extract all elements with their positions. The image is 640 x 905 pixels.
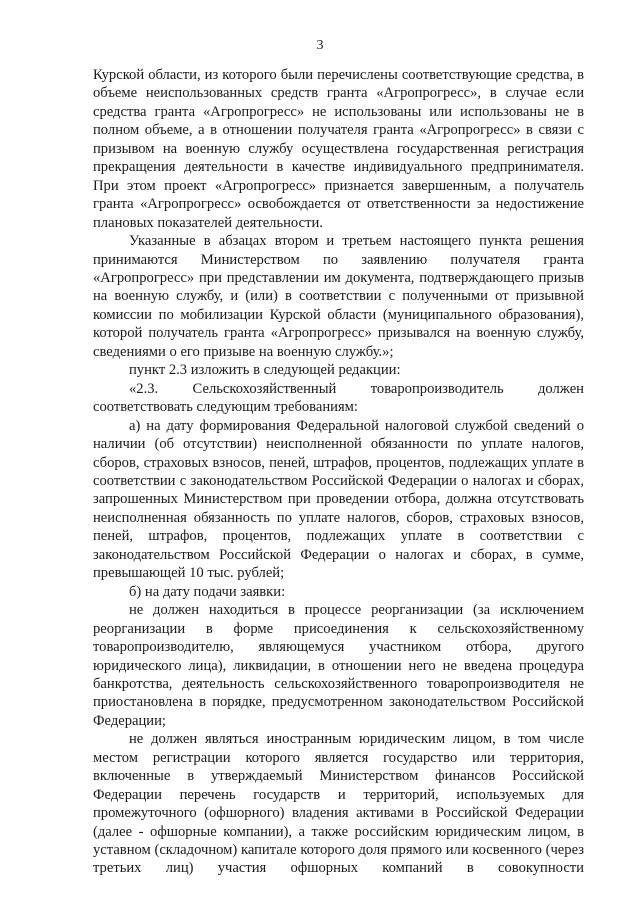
paragraph-point-2-3-intro: пункт 2.3 изложить в следующей редакции:	[129, 362, 401, 379]
paragraph-decisions: Указанные в абзацах втором и третьем настоящего пункта решения принимаются Министерством по заявлению получателя гранта «Агропрогресс» при представлении им документа, подтверждающего призыв на военную службу, и (или) в соответствии с полученными от призывной комиссии по мобилизации Курской области (муниципального образования), которой получатель гранта «Агропрогресс» призывался на военную службу, сведениями о его призыве на военную службу.»;	[93, 233, 584, 360]
paragraph-continuation: Курской области, из которого были перечислены соответствующие средства, в объеме неиспользованных средств гранта «Агропрогресс», в случае если средства гранта «Агропрогресс» не использованы или использованы не в полном объеме, а в отношении получателя гранта «Агропрогресс» в связи с призывом на военную службу осуществлена государственная регистрация прекращения деятельности в качестве индивидуального предпринимателя. При этом проект «Агропрогресс» признается завершенным, а получатель гранта «Агропрогресс» освобождается от ответственности за недостижение плановых показателей деятельности.	[93, 67, 584, 231]
subpoint-b: б) на дату подачи заявки:	[129, 583, 286, 600]
subpoint-a: а) на дату формирования Федеральной налоговой службой сведений о наличии (об отсутствии) неисполненной обязанности по уплате налогов, сборов, страховых взносов, пеней, штрафов, процентов, подлежащих уплате в соответствии с законодательством Российской Федерации о налогах и сборах, запрошенных Министерством при проведении отбора, должна отсутствовать неисполненная обязанность по уплате налогов, сборов, страховых взносов, пеней, штрафов, процентов, подлежащих уплате в соответствии с законодательством Российской Федерации о налогах и сборах, в сумме, превышающей 10 тыс. рублей;	[93, 417, 584, 582]
document-body	[93, 66, 584, 878]
page-number: 3	[316, 38, 324, 53]
paragraph-point-2-3: «2.3. Сельскохозяйственный товаропроизводитель должен соответствовать следующим требованиям:	[93, 380, 584, 416]
paragraph-foreign-entity: не должен являться иностранным юридическим лицом, в том числе местом регистрации которого является государство или территория, включенные в утверждаемый Министерством финансов Российской Федерации перечень государств и территорий, используемых для промежуточного (офшорного) владения активами в Российской Федерации (далее - офшорные компании), а также российским юридическим лицом, в уставном (складочном) капитале которого доля прямого или косвенного (через третьих лиц) участия офшорных компаний в совокупности	[93, 731, 584, 877]
paragraph-reorganization: не должен находиться в процессе реорганизации (за исключением реорганизации в форме присоединения к сельскохозяйственному товаропроизводителю, являющемуся участником отбора, другого юридического лица), ликвидации, в отношении него не введена процедура банкротства, деятельность сельскохозяйственного товаропроизводителя не приостановлена в порядке, предусмотренном законодательством Российской Федерации;	[93, 602, 584, 729]
